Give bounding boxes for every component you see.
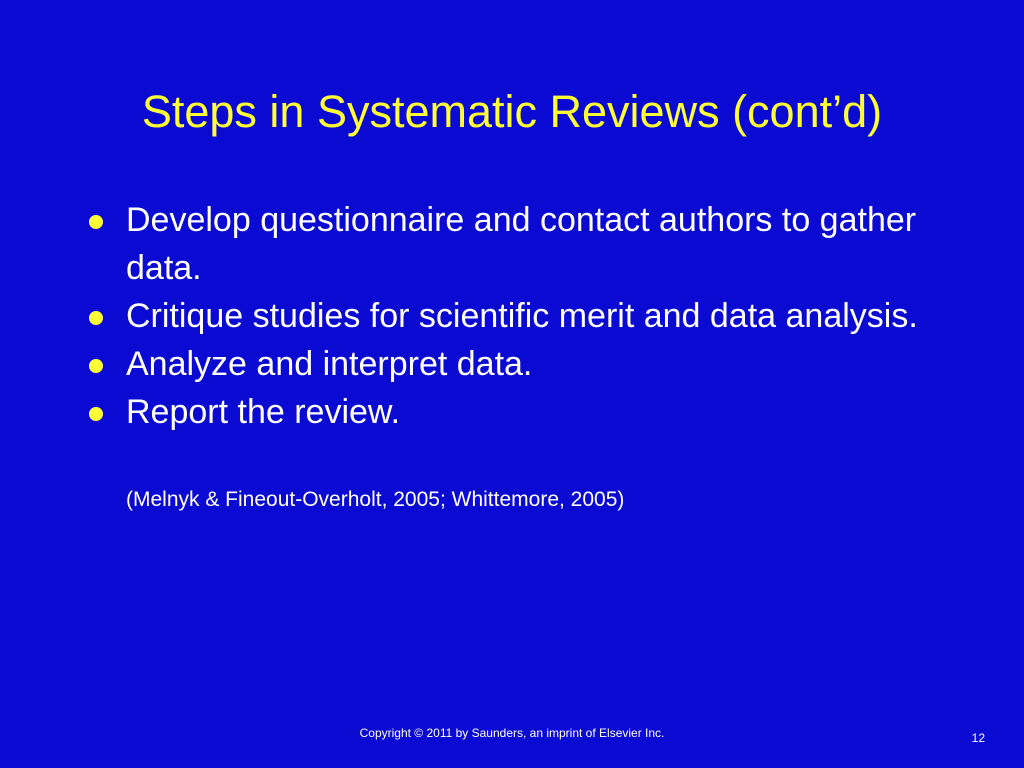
bullet-item: [86, 292, 956, 340]
citation: (Melnyk & Fineout-Overholt, 2005; Whittemore, 2005): [126, 488, 625, 511]
bullet-text: Develop questionnaire and contact authors to gather data.: [126, 201, 917, 287]
bullet-text: Analyze and interpret data.: [126, 345, 533, 383]
bullet-list: [86, 196, 956, 436]
slide-title: Steps in Systematic Reviews (cont’d): [141, 86, 883, 137]
bullet-item: [86, 196, 956, 292]
bullet-item: [86, 340, 956, 388]
page-number: 12: [971, 731, 985, 745]
bullet-dot-icon: [89, 407, 103, 421]
bullet-dot-icon: [89, 311, 103, 325]
bullet-text: Critique studies for scientific merit and data analysis.: [126, 297, 918, 335]
bullet-text: Report the review.: [126, 393, 401, 431]
copyright-footer: Copyright © 2011 by Saunders, an imprint of Elsevier Inc.: [359, 726, 665, 740]
bullet-item: [86, 388, 956, 436]
bullet-dot-icon: [89, 359, 103, 373]
bullet-dot-icon: [89, 215, 103, 229]
